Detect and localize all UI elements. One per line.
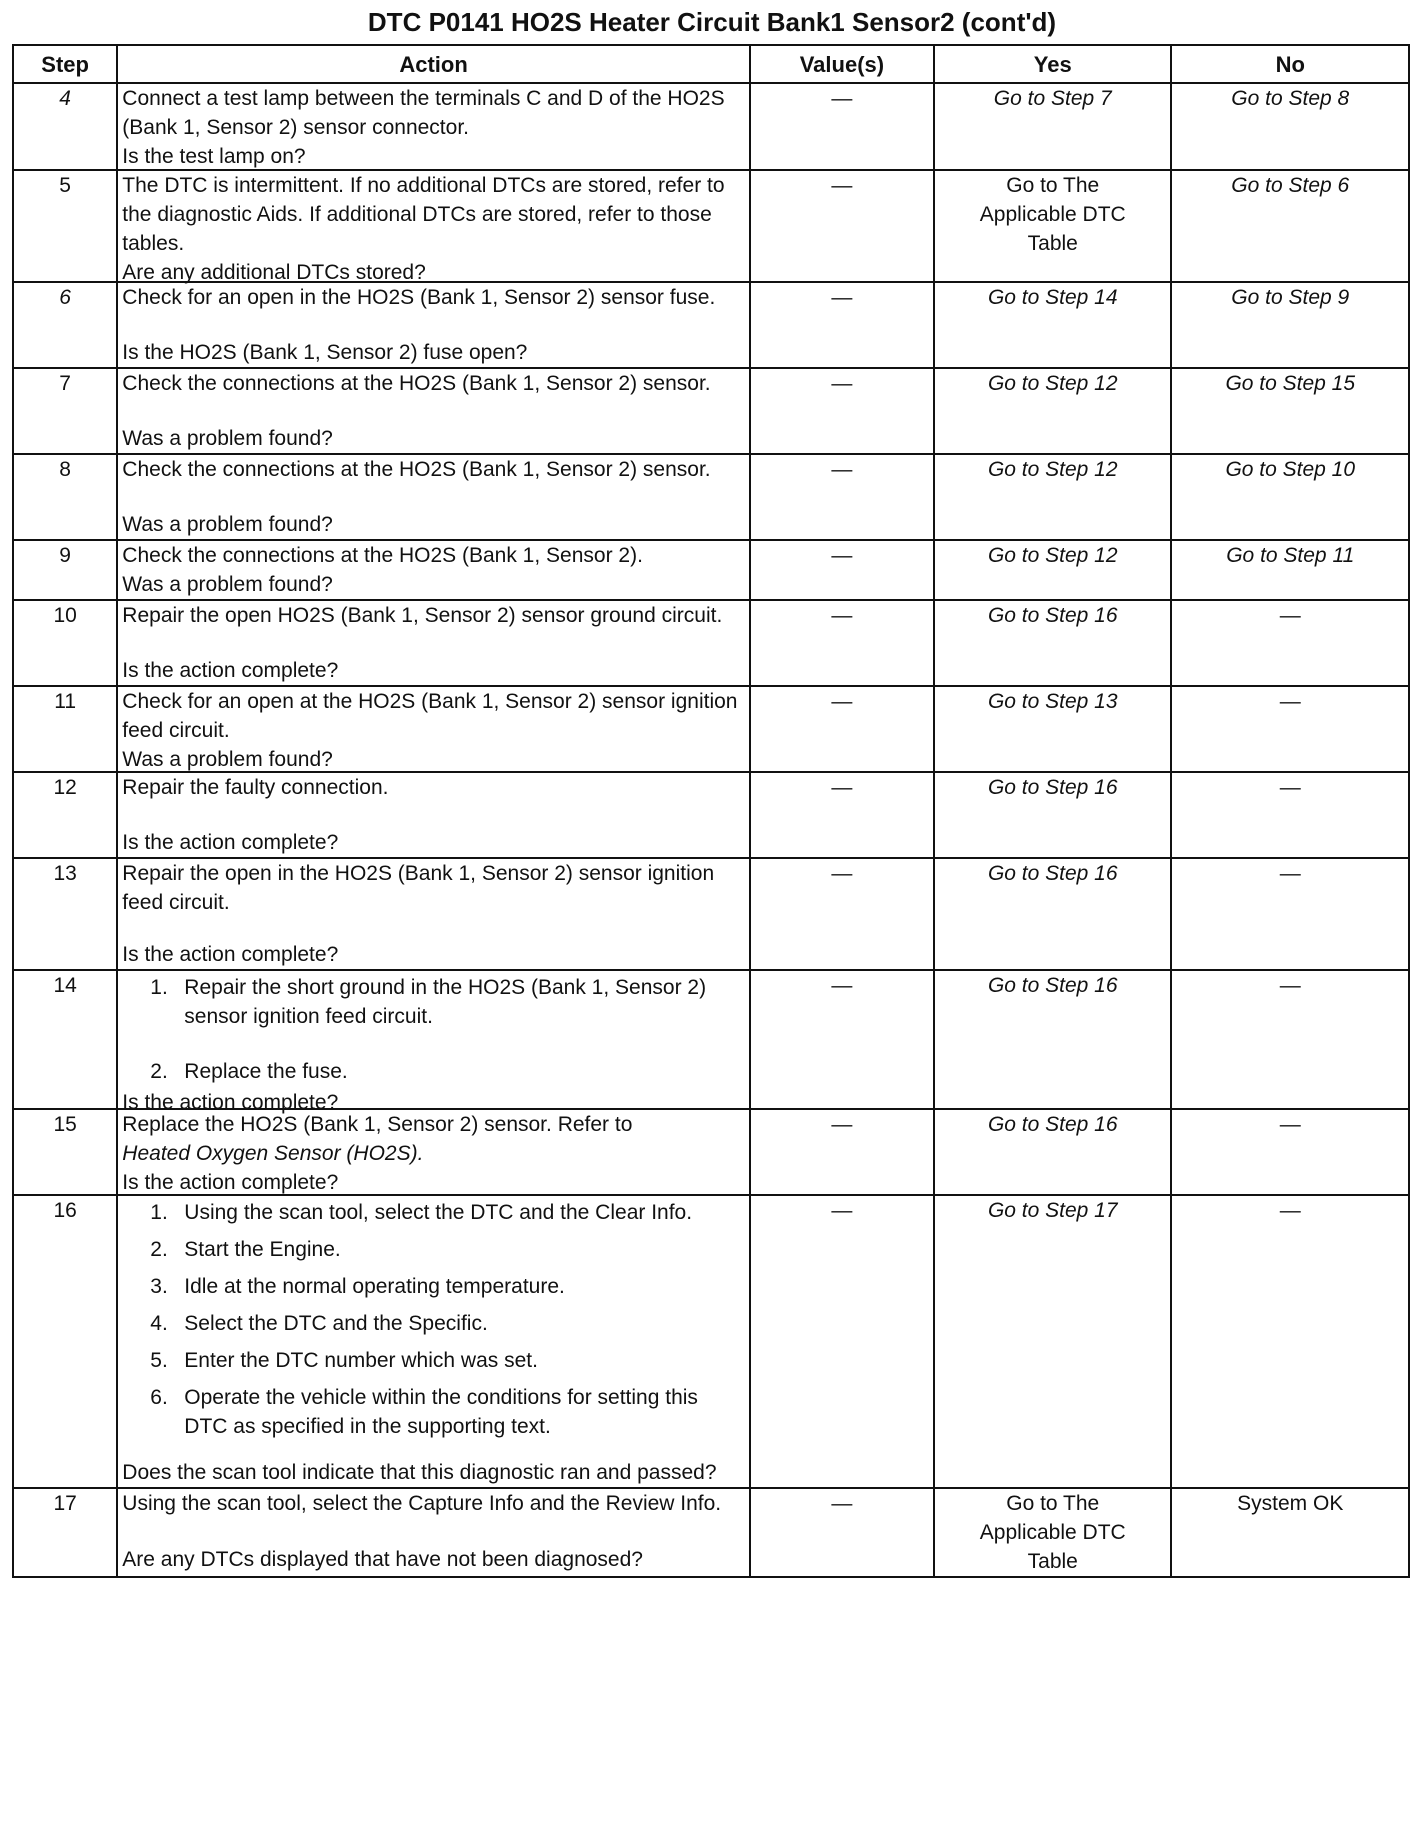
action-cell	[117, 170, 750, 282]
no-cell: Go to Step 10	[1171, 454, 1409, 540]
action-question: Is the HO2S (Bank 1, Sensor 2) fuse open?	[122, 341, 528, 364]
list-item: 2. Start the Engine.	[150, 1238, 341, 1261]
header-no: No	[1171, 45, 1409, 83]
action-text: Check the connections at the HO2S (Bank 1, Sensor 2) sensor.	[122, 372, 711, 395]
step-number: 10	[13, 600, 117, 686]
no-cell: Go to Step 15	[1171, 368, 1409, 454]
table-row	[13, 686, 1409, 772]
action-steps-list	[150, 1198, 745, 1441]
value-cell: —	[750, 170, 934, 282]
step-number: 12	[13, 772, 117, 858]
action-cell	[117, 600, 750, 686]
action-question: Is the test lamp on?	[122, 145, 306, 168]
diagnostic-table	[12, 44, 1410, 1578]
action-cell	[117, 282, 750, 368]
action-cell	[117, 454, 750, 540]
action-cell	[117, 540, 750, 600]
no-cell: —	[1171, 1195, 1409, 1488]
action-text: Check the connections at the HO2S (Bank 1, Sensor 2).	[122, 544, 643, 567]
yes-cell: Go to Step 16	[934, 858, 1171, 970]
no-cell: —	[1171, 970, 1409, 1109]
no-cell: —	[1171, 1109, 1409, 1195]
yes-cell: Go to Step 17	[934, 1195, 1171, 1488]
table-row	[13, 600, 1409, 686]
action-cell	[117, 1195, 750, 1488]
value-cell: —	[750, 83, 934, 170]
yes-cell: Go to Step 16	[934, 970, 1171, 1109]
no-cell: —	[1171, 772, 1409, 858]
table-row	[13, 282, 1409, 368]
action-question: Is the action complete?	[122, 1091, 339, 1114]
table-row	[13, 772, 1409, 858]
action-text: Check the connections at the HO2S (Bank 1, Sensor 2) sensor.	[122, 458, 711, 481]
action-text: Check for an open in the HO2S (Bank 1, Sensor 2) sensor fuse.	[122, 286, 716, 309]
step-number: 9	[13, 540, 117, 600]
no-cell: Go to Step 6	[1171, 170, 1409, 282]
list-item: 4. Select the DTC and the Specific.	[150, 1312, 488, 1335]
table-row	[13, 1109, 1409, 1195]
yes-cell: Go to The Applicable DTC Table	[934, 1488, 1171, 1577]
table-row	[13, 83, 1409, 170]
yes-cell: Go to Step 12	[934, 454, 1171, 540]
header-action: Action	[117, 45, 750, 83]
no-cell: —	[1171, 686, 1409, 772]
action-steps-list	[150, 973, 745, 1086]
value-cell: —	[750, 1195, 934, 1488]
action-cell	[117, 686, 750, 772]
table-row	[13, 170, 1409, 282]
table-row	[13, 970, 1409, 1109]
yes-cell: Go to Step 16	[934, 1109, 1171, 1195]
yes-cell: Go to Step 13	[934, 686, 1171, 772]
action-cell	[117, 858, 750, 970]
no-cell: System OK	[1171, 1488, 1409, 1577]
list-item: 6. Operate the vehicle within the conditions for setting this DTC as specified in the supporting text.	[150, 1386, 698, 1438]
value-cell: —	[750, 858, 934, 970]
action-text: Check for an open at the HO2S (Bank 1, Sensor 2) sensor ignition feed circuit.	[122, 690, 738, 742]
table-row	[13, 368, 1409, 454]
action-cell	[117, 368, 750, 454]
step-number: 16	[13, 1195, 117, 1488]
no-cell: —	[1171, 858, 1409, 970]
yes-cell: Go to Step 12	[934, 540, 1171, 600]
action-cell	[117, 772, 750, 858]
value-cell: —	[750, 540, 934, 600]
action-question: Is the action complete?	[122, 659, 339, 682]
action-question: Was a problem found?	[122, 573, 333, 596]
action-text: Using the scan tool, select the Capture Info and the Review Info.	[122, 1492, 722, 1515]
action-question: Are any additional DTCs stored?	[122, 261, 426, 284]
reference-link-text: Heated Oxygen Sensor (HO2S).	[122, 1142, 424, 1165]
table-header-row	[13, 45, 1409, 83]
action-question: Is the action complete?	[122, 831, 339, 854]
action-text: Connect a test lamp between the terminals C and D of the HO2S (Bank 1, Sensor 2) sensor connector.	[122, 87, 725, 139]
table-row	[13, 1488, 1409, 1577]
action-cell	[117, 83, 750, 170]
action-text: The DTC is intermittent. If no additional DTCs are stored, refer to the diagnostic Aids. If additional DTCs are stored, refer to those tables.	[122, 174, 725, 255]
action-text: Replace the HO2S (Bank 1, Sensor 2) sensor. Refer to Heated Oxygen Sensor (HO2S).	[122, 1110, 745, 1168]
action-question: Is the action complete?	[122, 1171, 339, 1194]
no-cell: —	[1171, 600, 1409, 686]
yes-cell: Go to Step 16	[934, 600, 1171, 686]
step-number: 4	[13, 83, 117, 170]
action-question: Are any DTCs displayed that have not been diagnosed?	[122, 1548, 643, 1571]
no-cell: Go to Step 9	[1171, 282, 1409, 368]
list-item: 3. Idle at the normal operating temperature.	[150, 1275, 565, 1298]
table-row	[13, 858, 1409, 970]
value-cell: —	[750, 282, 934, 368]
action-text: Repair the open in the HO2S (Bank 1, Sensor 2) sensor ignition feed circuit.	[122, 862, 715, 914]
value-cell: —	[750, 970, 934, 1109]
no-cell: Go to Step 11	[1171, 540, 1409, 600]
value-cell: —	[750, 1109, 934, 1195]
header-step: Step	[13, 45, 117, 83]
list-item: 5. Enter the DTC number which was set.	[150, 1349, 538, 1372]
step-number: 15	[13, 1109, 117, 1195]
value-cell: —	[750, 1488, 934, 1577]
value-cell: —	[750, 772, 934, 858]
table-row	[13, 1195, 1409, 1488]
action-text: Repair the faulty connection.	[122, 776, 389, 799]
table-row	[13, 454, 1409, 540]
step-number: 17	[13, 1488, 117, 1577]
value-cell: —	[750, 368, 934, 454]
step-number: 8	[13, 454, 117, 540]
page-title: DTC P0141 HO2S Heater Circuit Bank1 Sensor2 (cont'd)	[367, 7, 1057, 37]
action-question: Was a problem found?	[122, 748, 333, 771]
table-row	[13, 540, 1409, 600]
value-cell: —	[750, 454, 934, 540]
action-question: Is the action complete?	[122, 943, 339, 966]
yes-cell: Go to The Applicable DTC Table	[934, 170, 1171, 282]
step-number: 5	[13, 170, 117, 282]
step-number: 7	[13, 368, 117, 454]
yes-cell: Go to Step 12	[934, 368, 1171, 454]
no-cell: Go to Step 8	[1171, 83, 1409, 170]
value-cell: —	[750, 600, 934, 686]
step-number: 13	[13, 858, 117, 970]
action-question: Does the scan tool indicate that this diagnostic ran and passed?	[122, 1461, 717, 1484]
list-item: 1. Repair the short ground in the HO2S (Bank 1, Sensor 2) sensor ignition feed circuit.	[150, 976, 707, 1028]
step-number: 14	[13, 970, 117, 1109]
step-number: 6	[13, 282, 117, 368]
action-question: Was a problem found?	[122, 513, 333, 536]
header-yes: Yes	[934, 45, 1171, 83]
list-item: 1. Using the scan tool, select the DTC and the Clear Info.	[150, 1201, 693, 1224]
yes-cell: Go to Step 14	[934, 282, 1171, 368]
header-values: Value(s)	[750, 45, 934, 83]
action-cell	[117, 970, 750, 1114]
action-text: Repair the open HO2S (Bank 1, Sensor 2) sensor ground circuit.	[122, 604, 723, 627]
yes-cell: Go to Step 7	[934, 83, 1171, 170]
step-number: 11	[13, 686, 117, 772]
value-cell: —	[750, 686, 934, 772]
action-question: Was a problem found?	[122, 427, 333, 450]
action-cell	[117, 1109, 750, 1195]
yes-cell: Go to Step 16	[934, 772, 1171, 858]
list-item: 2. Replace the fuse.	[150, 1060, 348, 1083]
action-cell	[117, 1488, 750, 1577]
